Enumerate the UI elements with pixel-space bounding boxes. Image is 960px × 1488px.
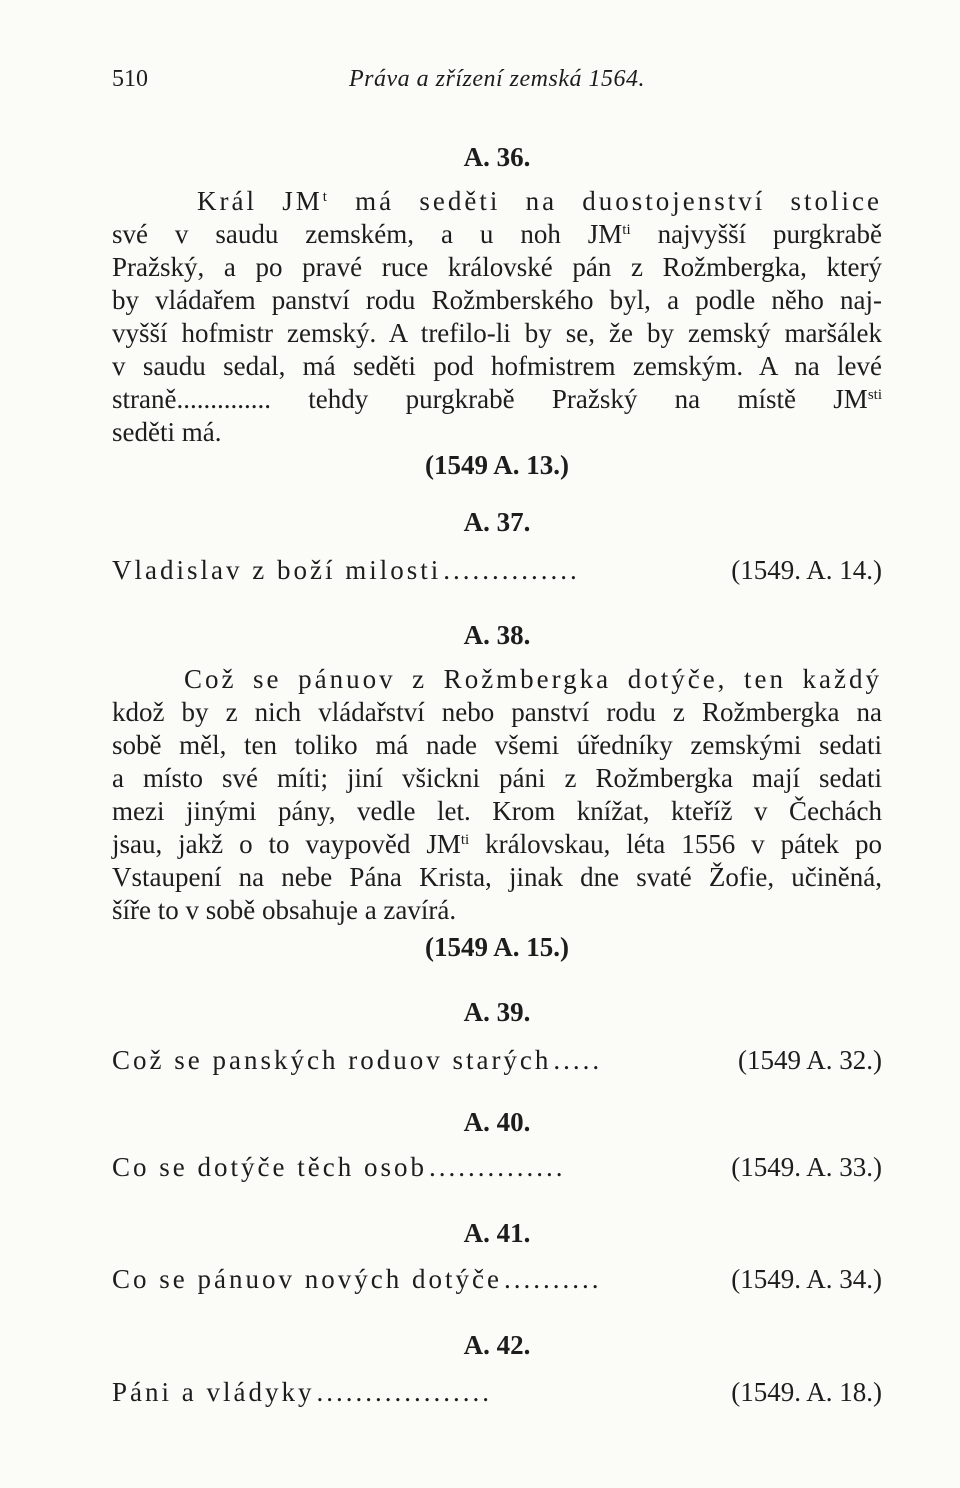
line-text: a místo své míti; jiní všickni páni z Rožmbergka mají sedati	[112, 763, 882, 793]
section-heading-a37: A. 37.	[463, 507, 531, 537]
line-text: seděti má.	[112, 417, 222, 447]
paragraph-line	[112, 250, 882, 284]
superscript-abbrev: sti	[867, 387, 882, 403]
entry-a39	[112, 1043, 882, 1077]
line-text: šíře to v sobě obsahuje a zavírá.	[112, 895, 457, 925]
paragraph-line	[112, 827, 882, 861]
entry-text: Co se dotýče těch osob	[112, 1152, 427, 1182]
running-title: Práva a zřízení zemská 1564.	[349, 66, 645, 92]
entry-text: Co se pánuov nových dotýče	[112, 1264, 502, 1294]
superscript-abbrev: ti	[622, 222, 631, 238]
paragraph-line	[184, 662, 882, 696]
section-heading-a41: A. 41.	[463, 1218, 531, 1248]
paragraph-line	[112, 415, 882, 449]
paragraph-line	[197, 184, 882, 218]
paragraph-line	[112, 217, 882, 251]
paragraph-line	[112, 316, 882, 350]
paragraph-line	[112, 761, 882, 795]
paragraph-line	[112, 382, 882, 416]
line-text: vyšší hofmistr zemský. A trefilo-li by se, že by zemský maršálek	[112, 318, 882, 348]
line-text: královskau, léta 1556 v pátek po	[469, 829, 882, 859]
entry-text: Což se panských roduov starých	[112, 1045, 552, 1075]
line-text: své v saudu zemském, a u noh JM	[112, 219, 623, 249]
entry-citation: (1549 A. 32.)	[738, 1045, 882, 1075]
citation-a38: (1549 A. 15.)	[425, 932, 569, 962]
entry-text: Vladislav z boží milosti	[112, 555, 442, 585]
section-heading-a38: A. 38.	[463, 620, 531, 650]
page-number: 510	[112, 66, 148, 92]
section-heading-a39: A. 39.	[463, 997, 531, 1027]
entry-a37	[112, 553, 882, 587]
entry-dots: ..................	[316, 1377, 492, 1407]
line-text: mezi jinými pány, vedle let. Krom knížat, kteříž v Čechách	[112, 796, 882, 826]
line-text: v saudu sedal, má seděti pod hofmistrem zemským. A na levé	[112, 351, 882, 381]
entry-a40	[112, 1150, 882, 1184]
line-text: má seděti na duostojenství stolice	[329, 186, 882, 216]
entry-dots: ..............	[428, 1152, 566, 1182]
paragraph-line	[112, 283, 882, 317]
paragraph-line	[112, 349, 882, 383]
line-text: Král JM	[197, 186, 323, 216]
paragraph-line	[112, 728, 882, 762]
line-text: by vládařem panství rodu Rožmberského byl, a podle něho naj-	[112, 285, 882, 315]
line-text: jsau, jakž o to vaypověd JM	[112, 829, 461, 859]
line-text: straně.............. tehdy purgkrabě Pražský na místě JM	[112, 384, 868, 414]
paragraph-line	[112, 794, 882, 828]
entry-text: Páni a vládyky	[112, 1377, 315, 1407]
entry-citation: (1549. A. 33.)	[731, 1152, 882, 1182]
entry-dots: ..........	[503, 1264, 602, 1294]
entry-citation: (1549. A. 14.)	[731, 555, 882, 585]
line-text: Pražský, a po pravé ruce královské pán z Rožmbergka, který	[112, 252, 882, 282]
line-text: sobě měl, ten toliko má nade všemi úředníky zemskými sedati	[112, 730, 882, 760]
line-text: kdož by z nich vládařství nebo panství rodu z Rožmbergka na	[112, 697, 882, 727]
section-heading-a36: A. 36.	[463, 142, 531, 172]
paragraph-line	[112, 893, 882, 927]
entry-dots: ..............	[443, 555, 580, 585]
line-text: najvyšší purgkrabě	[630, 219, 882, 249]
section-heading-a42: A. 42.	[463, 1330, 531, 1360]
paragraph-line	[112, 695, 882, 729]
paragraph-line	[112, 860, 882, 894]
entry-dots: .....	[553, 1045, 603, 1075]
superscript-abbrev: ti	[460, 832, 470, 848]
line-text: Vstaupení na nebe Pána Krista, jinak dne svaté Žofie, učiněná,	[112, 862, 882, 892]
entry-a42	[112, 1375, 882, 1409]
entry-a41	[112, 1262, 882, 1296]
entry-citation: (1549. A. 34.)	[731, 1264, 882, 1294]
line-text: Což se pánuov z Rožmbergka dotýče, ten každý	[184, 664, 882, 694]
superscript-abbrev: t	[322, 189, 330, 205]
section-heading-a40: A. 40.	[463, 1107, 531, 1137]
citation-a36: (1549 A. 13.)	[425, 450, 569, 480]
entry-citation: (1549. A. 18.)	[731, 1377, 882, 1407]
